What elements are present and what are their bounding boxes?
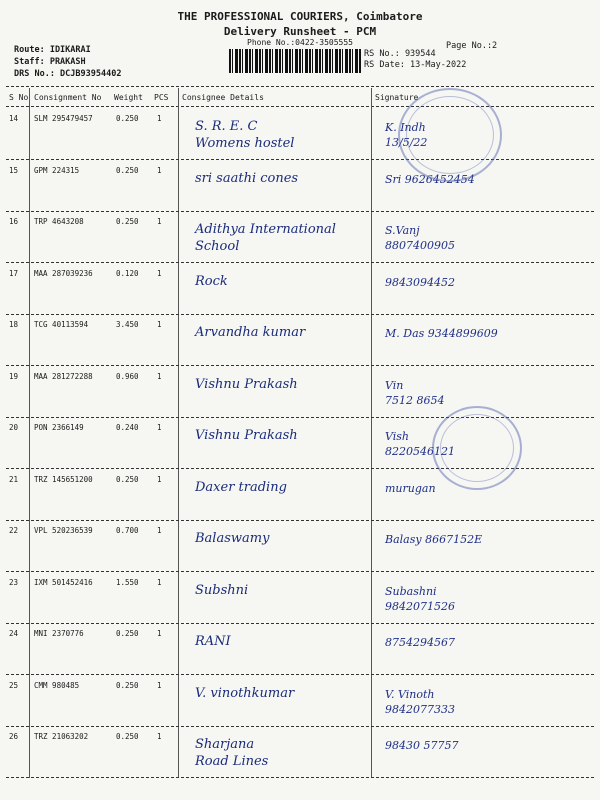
row-consignment: VPL 520236539 [34, 526, 93, 535]
row-consignee: Adithya International School [195, 222, 336, 254]
company-stamp [398, 88, 502, 182]
row-consignee: sri saathi cones [195, 171, 299, 186]
row-consignee: Rock [195, 274, 228, 289]
row-pcs: 1 [157, 629, 162, 638]
row-weight: 0.250 [116, 217, 139, 226]
row-pcs: 1 [157, 423, 162, 432]
row-consignment: MAA 281272288 [34, 372, 93, 381]
row-pcs: 1 [157, 578, 162, 587]
row-sno: 23 [9, 578, 19, 587]
row-signature: Vish 8220546121 [385, 430, 455, 458]
row-pcs: 1 [157, 732, 162, 741]
divider [6, 86, 594, 87]
row-divider [6, 520, 594, 521]
column-weight: Weight [114, 93, 143, 102]
barcode [229, 49, 361, 73]
row-divider [6, 674, 594, 675]
row-signature: 9843094452 [385, 276, 455, 289]
row-weight: 0.700 [116, 526, 139, 535]
staff-label: Staff: PRAKASH [14, 57, 86, 67]
row-pcs: 1 [157, 526, 162, 535]
row-sno: 17 [9, 269, 19, 278]
column-rule [371, 88, 372, 778]
row-divider [6, 159, 594, 160]
row-pcs: 1 [157, 217, 162, 226]
row-divider [6, 777, 594, 778]
row-consignment: PON 2366149 [34, 423, 84, 432]
column-sno: S No [9, 93, 29, 102]
row-consignee: Subshni [195, 583, 249, 598]
row-pcs: 1 [157, 372, 162, 381]
row-pcs: 1 [157, 475, 162, 484]
row-sno: 14 [9, 114, 19, 123]
row-signature: V. Vinoth 9842077333 [385, 688, 455, 716]
rs-date: RS Date: 13-May-2022 [364, 60, 467, 70]
row-consignment: MAA 287039236 [34, 269, 93, 278]
row-consignee: Arvandha kumar [195, 325, 306, 340]
row-divider [6, 726, 594, 727]
rs-number: RS No.: 939544 [364, 49, 436, 59]
row-consignment: TRP 4643208 [34, 217, 84, 226]
row-sno: 25 [9, 681, 19, 690]
drs-number: DRS No.: DCJB93954402 [14, 69, 122, 79]
row-pcs: 1 [157, 320, 162, 329]
row-weight: 3.450 [116, 320, 139, 329]
row-signature: 98430 57757 [385, 739, 459, 752]
row-weight: 0.250 [116, 732, 139, 741]
row-consignee: Daxer trading [195, 480, 287, 495]
divider [6, 106, 594, 107]
row-consignee: V. vinothkumar [195, 686, 295, 701]
row-consignee: Sharjana Road Lines [195, 737, 269, 769]
row-sno: 26 [9, 732, 19, 741]
row-signature: K. Indh 13/5/22 [385, 121, 428, 149]
row-weight: 0.250 [116, 475, 139, 484]
row-consignment: TRZ 145651200 [34, 475, 93, 484]
row-consignee: RANI [195, 634, 231, 649]
row-divider [6, 314, 594, 315]
row-pcs: 1 [157, 269, 162, 278]
column-rule [29, 88, 30, 778]
row-signature: Balasy 8667152E [385, 533, 483, 546]
row-consignee: Balaswamy [195, 531, 270, 546]
row-consignment: IXM 501452416 [34, 578, 93, 587]
row-consignee: Vishnu Prakash [195, 428, 298, 443]
column-pcs: PCS [154, 93, 169, 102]
row-signature: Sri 9626452454 [385, 173, 475, 186]
row-sno: 15 [9, 166, 19, 175]
column-consignment: Consignment No [34, 93, 102, 102]
row-pcs: 1 [157, 681, 162, 690]
row-consignment: SLM 295479457 [34, 114, 93, 123]
row-weight: 0.250 [116, 629, 139, 638]
column-rule [178, 88, 179, 778]
row-signature: Vin 7512 8654 [385, 379, 445, 407]
row-sno: 20 [9, 423, 19, 432]
row-consignment: TCG 40113594 [34, 320, 89, 329]
route-label: Route: IDIKARAI [14, 45, 91, 55]
row-consignment: CMM 980485 [34, 681, 80, 690]
row-weight: 0.250 [116, 681, 139, 690]
row-sno: 19 [9, 372, 19, 381]
row-divider [6, 365, 594, 366]
row-consignment: TRZ 21063202 [34, 732, 89, 741]
row-divider [6, 571, 594, 572]
row-pcs: 1 [157, 166, 162, 175]
runsheet-subtitle: Delivery Runsheet - PCM [223, 25, 377, 38]
row-signature: M. Das 9344899609 [385, 327, 498, 340]
row-weight: 0.240 [116, 423, 139, 432]
row-sno: 16 [9, 217, 19, 226]
company-stamp [432, 406, 522, 490]
phone-number: Phone No.:0422-3505555 [247, 38, 353, 47]
row-pcs: 1 [157, 114, 162, 123]
row-signature: S.Vanj 8807400905 [385, 224, 455, 252]
row-divider [6, 262, 594, 263]
row-weight: 1.550 [116, 578, 139, 587]
row-weight: 0.120 [116, 269, 139, 278]
row-weight: 0.960 [116, 372, 139, 381]
row-divider [6, 211, 594, 212]
column-signature: Signature [375, 93, 419, 102]
page-number: Page No.:2 [446, 41, 498, 51]
row-signature: Subashni 9842071526 [385, 585, 455, 613]
row-sno: 21 [9, 475, 19, 484]
row-signature: murugan [385, 482, 436, 495]
row-consignment: MNI 2370776 [34, 629, 84, 638]
row-consignee: Vishnu Prakash [195, 377, 298, 392]
row-sno: 18 [9, 320, 19, 329]
row-consignment: GPM 224315 [34, 166, 80, 175]
row-divider [6, 623, 594, 624]
row-consignee: S. R. E. C Womens hostel [195, 119, 295, 151]
runsheet-title: THE PROFESSIONAL COURIERS, Coimbatore [177, 10, 423, 23]
row-signature: 8754294567 [385, 636, 455, 649]
row-weight: 0.250 [116, 166, 139, 175]
row-sno: 24 [9, 629, 19, 638]
row-sno: 22 [9, 526, 19, 535]
column-consignee: Consignee Details [182, 93, 264, 102]
row-weight: 0.250 [116, 114, 139, 123]
